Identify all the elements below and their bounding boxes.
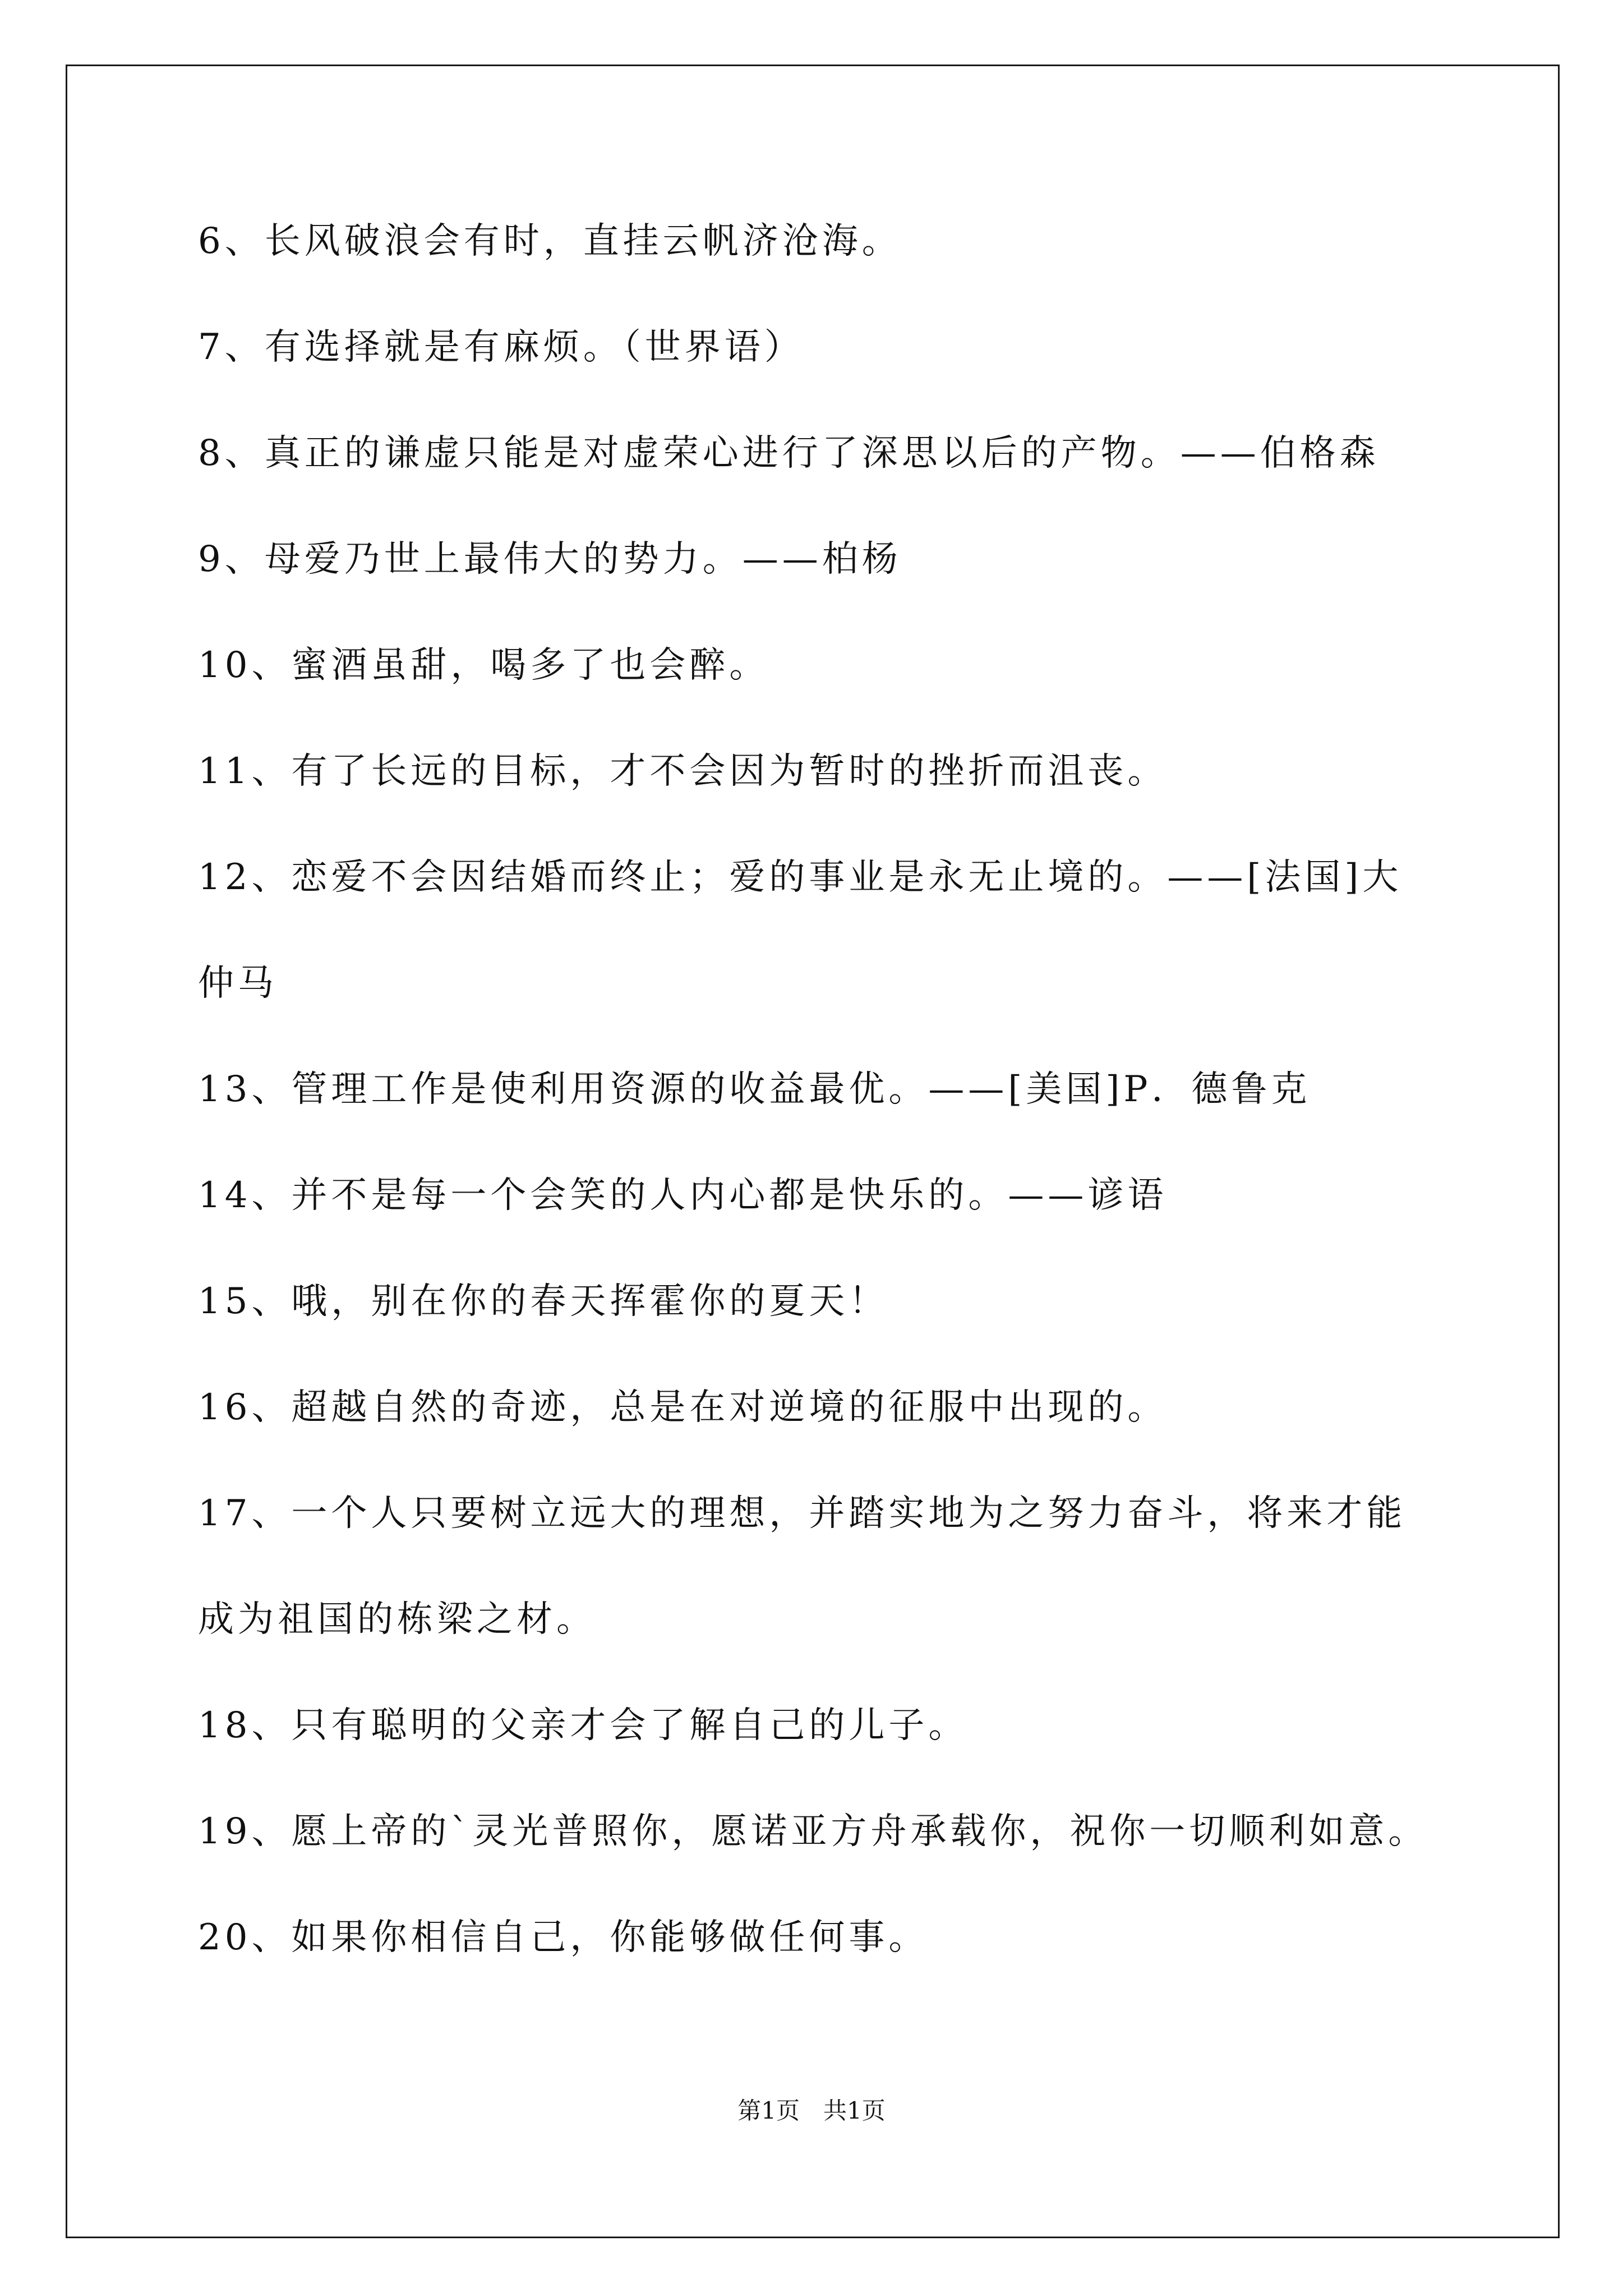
text-line: 13、管理工作是使利用资源的收益最优。——[美国]P．德鲁克 [198,1069,1311,1110]
text-line: 成为祖国的栋梁之材。 [198,1599,596,1640]
text-line: 12、恋爱不会因结婚而终止；爱的事业是永无止境的。——[法国]大 [198,857,1403,898]
text-line: 8、真正的谦虚只能是对虚荣心进行了深思以后的产物。——伯格森 [198,432,1380,474]
text-line: 18、只有聪明的父亲才会了解自己的儿子。 [198,1705,969,1746]
text-line: 6、长风破浪会有时，直挂云帆济沧海。 [198,220,902,262]
text-line: 14、并不是每一个会笑的人内心都是快乐的。——谚语 [198,1175,1168,1216]
text-line: 7、有选择就是有麻烦。（世界语） [198,326,804,368]
text-line: 15、哦，别在你的春天挥霍你的夏天！ [198,1281,889,1322]
text-line: 19、愿上帝的`灵光普照你，愿诺亚方舟承载你，祝你一切顺利如意。 [198,1811,1428,1852]
text-line: 10、蜜酒虽甜，喝多了也会醉。 [198,645,769,686]
page-footer: 第1页 共1页 [737,2097,886,2124]
text-line: 16、超越自然的奇迹，总是在对逆境的征服中出现的。 [198,1387,1168,1428]
text-line: 11、有了长远的目标，才不会因为暂时的挫折而沮丧。 [198,751,1168,792]
document-body [198,220,1505,2026]
text-line: 9、母爱乃世上最伟大的势力。——柏杨 [198,539,902,580]
text-line: 仲马 [198,963,278,1004]
text-line: 17、一个人只要树立远大的理想，并踏实地为之努力奋斗，将来才能 [198,1493,1407,1534]
text-line: 20、如果你相信自己，你能够做任何事。 [198,1917,929,1958]
